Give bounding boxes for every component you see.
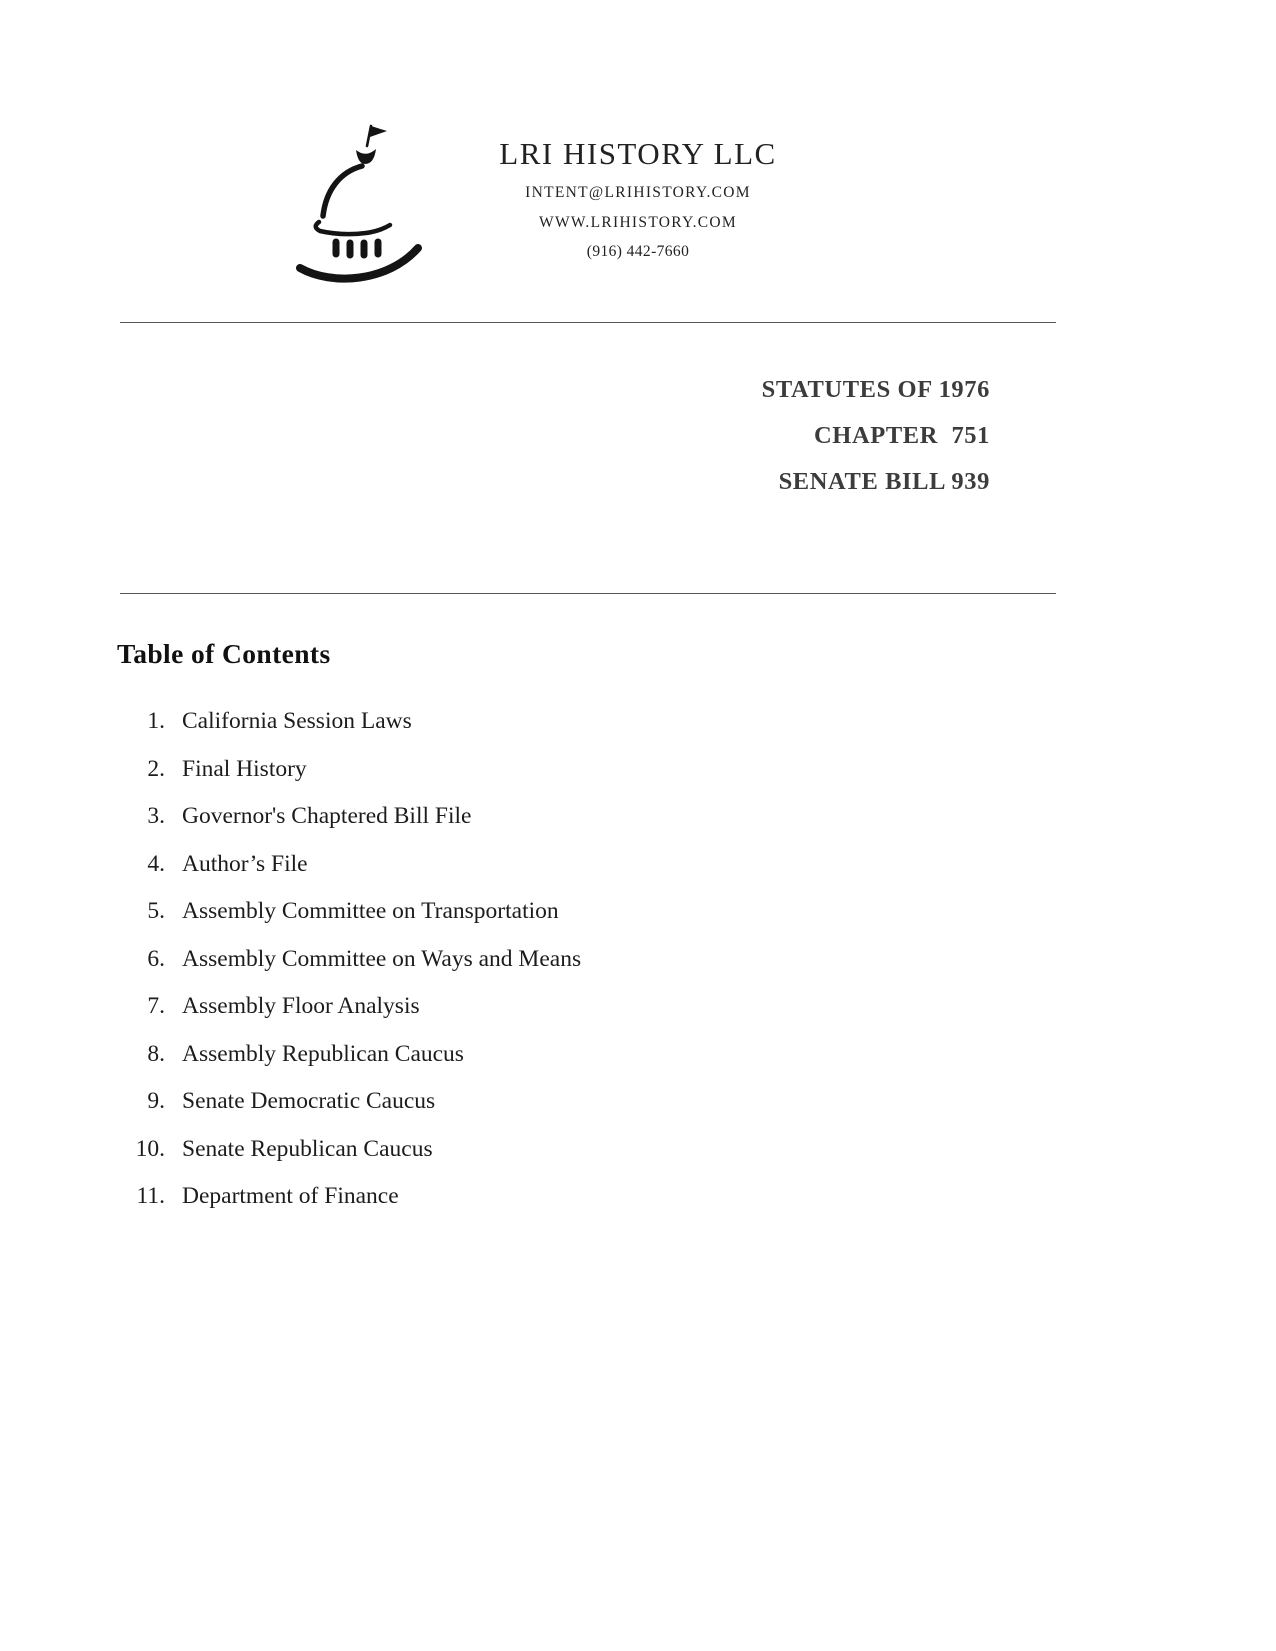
toc-item (0, 1078, 1276, 1126)
toc-item-label: Department of Finance (182, 1183, 399, 1209)
toc-item-label: Senate Republican Caucus (182, 1135, 433, 1162)
toc-item-number: 11. (136, 1183, 165, 1209)
toc-item (0, 746, 1276, 794)
company-website: WWW.LRIHISTORY.COM (539, 214, 737, 231)
toc-item-number: 9. (147, 1088, 165, 1114)
toc-item-label: Governor's Chaptered Bill File (182, 803, 472, 829)
toc-item (0, 1031, 1276, 1079)
toc-item (0, 936, 1276, 984)
toc-item-label: Assembly Floor Analysis (182, 993, 420, 1019)
toc-item-number: 6. (147, 945, 165, 972)
toc-item-label: Assembly Republican Caucus (182, 1040, 464, 1067)
toc-item-number: 2. (147, 755, 165, 782)
company-email: INTENT@LRIHISTORY.COM (525, 184, 751, 201)
letterhead (0, 0, 1276, 284)
contact-block (478, 116, 798, 261)
toc-item-number: 5. (147, 898, 165, 924)
statutes-line: STATUTES OF 1976 (761, 376, 990, 403)
toc-item-number: 8. (147, 1040, 165, 1067)
toc-item-number: 1. (147, 708, 165, 734)
divider-bottom (120, 593, 1056, 594)
toc-heading: Table of Contents (117, 638, 331, 669)
company-logo (292, 116, 444, 284)
toc-item-label: California Session Laws (182, 708, 412, 734)
capitol-dome-sketch-icon (292, 116, 444, 284)
toc-item-label: Final History (182, 755, 307, 782)
toc-item-label: Assembly Committee on Transportation (182, 898, 559, 924)
toc-item-number: 3. (147, 803, 165, 829)
statutes-title-block (0, 323, 1276, 549)
toc-item (0, 983, 1276, 1031)
toc-item (0, 698, 1276, 746)
company-name: LRI HISTORY LLC (499, 136, 777, 171)
toc-item (0, 841, 1276, 889)
toc-list (0, 698, 1276, 1221)
toc-item-label: Senate Democratic Caucus (182, 1088, 436, 1114)
toc-item-label: Author’s File (182, 850, 308, 877)
toc-item-number: 4. (147, 850, 165, 877)
toc-item-number: 7. (147, 993, 165, 1019)
toc-item-label: Assembly Committee on Ways and Means (182, 945, 582, 972)
senate-bill-line: SENATE BILL 939 (778, 468, 990, 495)
toc-item (0, 1173, 1276, 1221)
company-phone: (916) 442-7660 (586, 243, 690, 260)
toc-item-number: 10. (135, 1135, 165, 1162)
toc-item (0, 793, 1276, 841)
toc-item (0, 888, 1276, 936)
chapter-line: CHAPTER 751 (814, 422, 990, 449)
toc-item (0, 1126, 1276, 1174)
